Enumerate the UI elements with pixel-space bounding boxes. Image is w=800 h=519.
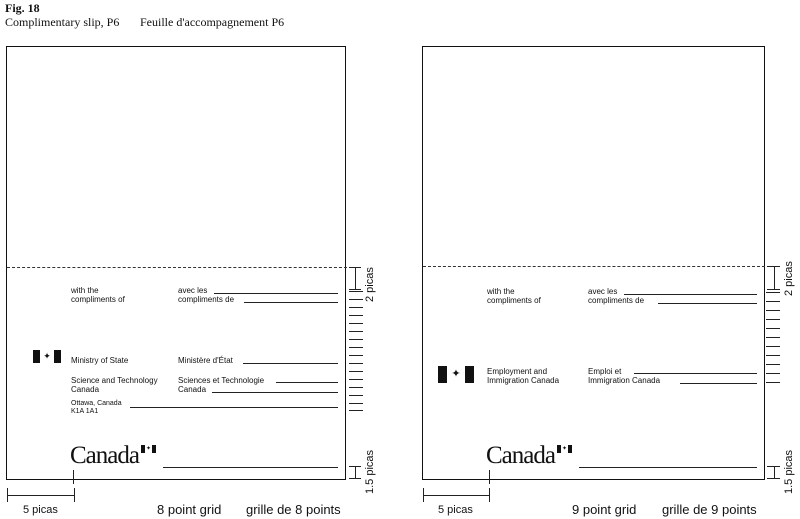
grid-tick [349, 371, 363, 372]
wordmark-flag-icon: ✦ [141, 445, 156, 453]
grid-tick [349, 331, 363, 332]
grid-tick [349, 299, 363, 300]
right-margin-dim-line [423, 495, 489, 496]
right-margin-marker [489, 470, 490, 484]
left-margin-marker [73, 470, 74, 484]
left-slip-border [6, 46, 346, 480]
left-bottom-spacing-marker [355, 466, 356, 478]
right-bottom-spacing-label: 1.5 picas [783, 449, 795, 494]
left-top-spacing-cap [349, 267, 361, 268]
grid-tick [766, 355, 780, 356]
right-write-line [680, 383, 757, 384]
grid-tick [766, 373, 780, 374]
left-top-spacing-marker [355, 267, 356, 289]
canada-wordmark: Canada [70, 442, 139, 469]
grid-tick [349, 291, 363, 292]
right-slip-border [422, 46, 765, 480]
left-write-line [163, 467, 338, 468]
left-dept-fr-1: Ministère d'État [178, 356, 233, 365]
right-compliments-fr-1: avec les [588, 287, 618, 296]
right-dept-fr-2: Immigration Canada [588, 376, 661, 385]
left-dept-en-1: Ministry of State [71, 356, 129, 365]
canada-flag-icon: ✦ [438, 366, 474, 383]
left-top-spacing-label: 2 picas [364, 267, 376, 302]
figure-number: Fig. 18 [5, 1, 40, 15]
grid-tick [349, 410, 363, 411]
right-dept-fr-1: Emploi et [588, 367, 622, 376]
left-bottom-spacing-cap [349, 478, 361, 479]
left-write-line [212, 392, 338, 393]
grid-tick [766, 310, 780, 311]
wordmark-flag-icon: ✦ [557, 445, 572, 453]
left-margin-label: 5 picas [23, 504, 58, 516]
right-dept-en-1: Employment and [487, 367, 548, 376]
right-top-spacing-label: 2 picas [783, 261, 795, 296]
grid-tick [349, 323, 363, 324]
right-grid-label-en: 9 point grid [572, 502, 637, 517]
grid-tick [349, 307, 363, 308]
right-compliments-fr-2: compliments de [588, 296, 645, 305]
left-dept-en-3: Canada [71, 385, 100, 394]
right-margin-label: 5 picas [438, 504, 473, 516]
left-compliments-fr-1: avec les [178, 286, 208, 295]
grid-tick [349, 387, 363, 388]
right-write-line [658, 303, 757, 304]
grid-tick [349, 339, 363, 340]
grid-tick [766, 382, 780, 383]
grid-tick [766, 292, 780, 293]
grid-tick [349, 347, 363, 348]
right-write-line [634, 373, 757, 374]
right-top-spacing-marker [774, 266, 775, 289]
left-dept-fr-3: Canada [178, 385, 207, 394]
grid-tick [766, 319, 780, 320]
grid-tick [349, 379, 363, 380]
left-address-1: Ottawa, Canada [71, 400, 122, 407]
left-margin-dim-end [74, 488, 75, 502]
grid-tick [766, 328, 780, 329]
right-top-spacing-cap [767, 266, 780, 267]
left-compliments-fr-2: compliments de [178, 295, 235, 304]
right-write-line [624, 294, 757, 295]
right-dept-en-2: Immigration Canada [487, 376, 560, 385]
right-grid-label-fr: grille de 9 points [662, 502, 757, 517]
right-fold-line [423, 266, 765, 267]
left-bottom-spacing-label: 1.5 picas [364, 449, 376, 494]
left-bottom-spacing-cap [349, 466, 361, 467]
left-dept-fr-2: Sciences et Technologie [178, 376, 265, 385]
canada-flag-icon: ✦ [33, 350, 61, 363]
grid-tick [766, 301, 780, 302]
right-write-line [579, 467, 757, 468]
grid-tick [349, 403, 363, 404]
grid-tick [766, 346, 780, 347]
right-top-spacing-cap [767, 289, 780, 290]
grid-tick [349, 315, 363, 316]
left-address-2: K1A 1A1 [71, 408, 99, 415]
grid-tick [766, 364, 780, 365]
left-dept-en-2: Science and Technology [71, 376, 158, 385]
left-compliments-en-2: compliments of [71, 295, 125, 304]
grid-tick [349, 355, 363, 356]
right-compliments-en-2: compliments of [487, 296, 541, 305]
left-write-line [214, 293, 338, 294]
left-grid-label-fr: grille de 8 points [246, 502, 341, 517]
caption-french: Feuille d'accompagnement P6 [140, 15, 285, 29]
left-write-line [244, 302, 338, 303]
left-grid-label-en: 8 point grid [157, 502, 222, 517]
right-bottom-spacing-cap [767, 478, 780, 479]
left-fold-line [7, 267, 347, 268]
left-margin-dim-line [7, 495, 74, 496]
right-bottom-spacing-cap [767, 466, 780, 467]
grid-tick [349, 363, 363, 364]
left-write-line [276, 382, 338, 383]
left-write-line [130, 407, 338, 408]
right-compliments-en-1: with the [487, 287, 515, 296]
left-compliments-en-1: with the [71, 286, 99, 295]
canada-wordmark: Canada [486, 442, 555, 469]
left-write-line [243, 363, 338, 364]
caption-english: Complimentary slip, P6 [5, 15, 120, 29]
left-top-spacing-cap [349, 289, 361, 290]
right-bottom-spacing-marker [774, 466, 775, 478]
grid-tick [766, 337, 780, 338]
right-margin-dim-end [489, 488, 490, 502]
grid-tick [349, 395, 363, 396]
